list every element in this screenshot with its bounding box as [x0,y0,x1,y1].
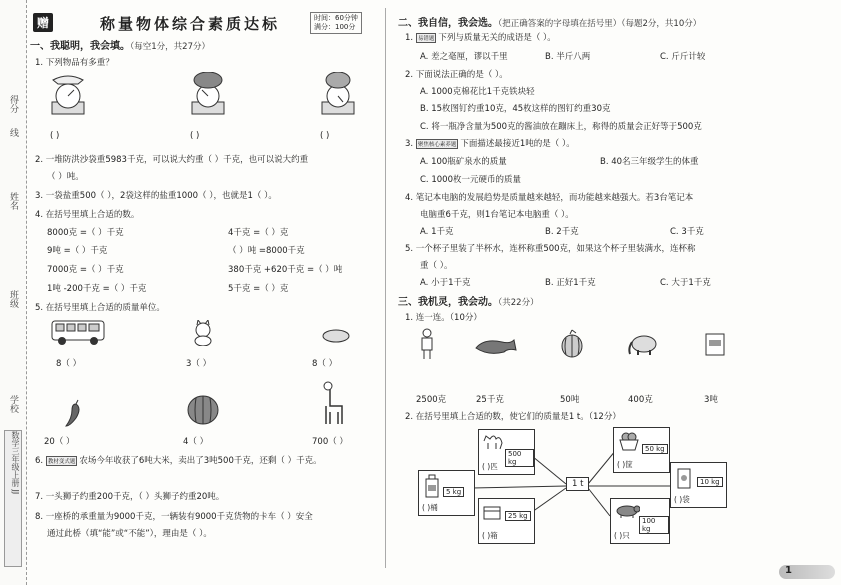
q5-item: 4（ ） [183,437,209,447]
s2-q2: 2. 下面说法正确的是（ ）。 [405,70,508,80]
page-number: 1 [779,565,835,579]
s1-q3: 3. 一袋盐重500（ ），2袋这样的盐重1000（ ），也就是1（ ）。 [35,191,277,201]
s2-q1: 1. 易错题 下列与质量无关的成语是（ ）。 [405,33,556,43]
school-label: 学校 [8,395,18,413]
oil-bottle-answer[interactable]: ( )桶 [422,503,438,512]
s2-q5-opt-c[interactable]: C. 大于1千克 [660,278,711,288]
tiger-icon [614,503,640,519]
s2-q1-opt-a[interactable]: A. 差之毫厘，谬以千里 [420,52,508,62]
camel-icon [482,433,504,451]
s1-q2-line2: （ ）吨。 [47,172,84,182]
s2-q1-opt-c[interactable]: C. 斤斤计较 [660,52,706,62]
weight-option[interactable]: 50吨 [560,395,580,405]
scale-icon [48,72,88,116]
s2-q5-line1: 5. 一个杯子里装了半杯水，连杯称重500克，如果这个杯子里装满水，连杯称 [405,244,696,254]
s1-q8-line1: 8. 一座桥的承重量为9000千克，一辆装有9000千克货物的卡车（ ）安全 [35,512,313,522]
q5-item: 20（ ） [44,437,75,447]
s1-q1: 1. 下列物品有多重？ [35,58,114,68]
q4-item: 380千克 +620千克 =（ ）吨 [228,265,343,275]
s1-q6: 6. 教材变式题 农场今年收获了6吨大米，卖出了3吨500千克，还剩（ ）千克。 [35,456,322,466]
s1-q8-line2: 通过此桥（填“能”或“不能”），理由是（ ）。 [47,529,212,539]
oil-bottle-weight: 5 kg [443,487,464,497]
q3-tag: 聚焦核心素养题 [416,139,459,149]
pepper-icon [62,398,84,428]
q5-item: 700（ ） [312,437,348,447]
q4-item: 1吨 -200千克 =（ ）千克 [47,284,147,294]
book-label: 数学三年级上册 JJ [4,430,22,567]
s1-q7: 7. 一头狮子约重200千克，（ ）头狮子约重20吨。 [35,492,225,502]
weight-option[interactable]: 2500克 [416,395,447,405]
target-weight: 1 t [566,477,589,491]
camel-card [478,429,535,475]
score-label: 得分 [8,95,18,113]
section2-heading: 二、我自信，我会选。（把正确答案的字母填在括号里）（每题2分，共10分） [398,18,702,29]
tiger-weight: 100 kg [639,516,669,534]
weight-option[interactable]: 400克 [628,395,653,405]
scale-with-watermelon-icon [188,72,228,116]
s2-q4-opt-b[interactable]: B. 2千克 [545,227,579,237]
s2-q3-opt-a[interactable]: A. 100瓶矿泉水的质量 [420,157,507,167]
flour-bag-icon [704,330,726,356]
q5-item: 3（ ） [186,359,212,369]
scale-with-melon-icon [318,72,358,116]
s2-q3: 3. 聚焦核心素养题 下面描述最接近1吨的是（ ）。 [405,139,575,149]
full-score: 满分：100分 [314,23,356,31]
q4-item: 8000克 =（ ）千克 [47,228,124,238]
giraffe-icon [316,380,346,426]
s2-q4-opt-a[interactable]: A. 1千克 [420,227,454,237]
basket-card [613,427,670,473]
melon-icon [560,328,584,358]
section1-heading: 一、我聪明，我会填。（每空1分，共27分） [30,41,210,52]
s2-q3-opt-b[interactable]: B. 40名三年级学生的体重 [600,157,699,167]
q5-item: 8（ ） [56,359,82,369]
q4-item: 4千克 =（ ）克 [228,228,289,238]
jar-icon [676,467,692,489]
elephant-icon [628,332,660,356]
binding-strip [0,0,27,585]
s1-q4: 4. 在括号里填上合适的数。 [35,210,140,220]
s2-q2-opt-c[interactable]: C. 将一瓶净含量为500克的酱油放在蹦床上，称得的质量会正好等于500克 [420,122,702,132]
camel-answer[interactable]: ( )匹 [482,462,498,471]
page-title: 称量物体综合素质达标 [100,15,281,33]
exam-meta [310,12,362,34]
crate-icon [483,506,501,520]
s2-q4-opt-c[interactable]: C. 3千克 [670,227,704,237]
q5-item: 8（ ） [312,359,338,369]
name-label: 姓名 [8,192,18,210]
q4-item: 7000克 =（ ）千克 [47,265,124,275]
s2-q5-opt-a[interactable]: A. 小于1千克 [420,278,471,288]
column-divider [385,8,386,568]
time-limit: 时间：60分钟 [314,14,358,22]
fold-label: 线 [8,128,18,137]
weight-option[interactable]: 3吨 [704,395,718,405]
q1-blank-3[interactable]: ( ) [320,131,330,141]
s2-q2-opt-b[interactable]: B. 15枚图钉约重10克，45枚这样的图钉约重30克 [420,104,611,114]
q1-blank-1[interactable]: ( ) [50,131,60,141]
watermelon-icon [186,390,220,426]
q4-item: （ ）吨 =8000千克 [228,246,305,256]
q1-blank-2[interactable]: ( ) [190,131,200,141]
s2-q4-line1: 4. 笔记本电脑的发展趋势是质量越来越轻，而功能越来越强大。若3台笔记本 [405,193,694,203]
q4-item: 9吨 =（ ）千克 [47,246,108,256]
s1-q5: 5. 在括号里填上合适的质量单位。 [35,303,165,313]
crate-card [478,498,535,544]
section3-heading: 三、我机灵，我会动。（共22分） [398,297,539,308]
s2-q5-opt-b[interactable]: B. 正好1千克 [545,278,596,288]
person-icon [418,328,436,360]
q6-tag: 教材变式题 [46,456,78,466]
camel-weight: 500 kg [505,449,534,467]
basket-answer[interactable]: ( )筐 [617,460,633,469]
basket-icon [618,431,640,451]
weight-option[interactable]: 25千克 [476,395,504,405]
crate-answer[interactable]: ( )箱 [482,531,498,540]
s1-q2-line1: 2. 一堆防洪沙袋重5983千克，可以说大约重（ ）千克，也可以说大约重 [35,155,309,165]
q1-tag: 易错题 [416,33,437,43]
s2-q2-opt-a[interactable]: A. 1000克棉花比1千克铁块轻 [420,87,535,97]
soap-icon [322,328,350,344]
header-badge: 赠 [33,12,53,32]
tiger-card [610,498,670,544]
s3-q1: 1. 连一连。（10分） [405,313,482,323]
whale-icon [474,336,518,356]
cat-icon [190,320,216,346]
oil-bottle-icon [425,474,439,498]
jar-answer[interactable]: ( )袋 [674,495,690,504]
s2-q4-line2: 电脑重6千克，则1台笔记本电脑重（ ）。 [420,210,574,220]
s2-q1-opt-b[interactable]: B. 半斤八两 [545,52,591,62]
jar-weight: 10 kg [697,477,723,487]
crate-weight: 25 kg [505,511,531,521]
s2-q3-opt-c[interactable]: C. 1000枚一元硬币的质量 [420,175,521,185]
bus-icon [50,318,106,346]
jar-card [670,462,727,508]
tiger-answer[interactable]: ( )只 [614,531,630,540]
q4-item: 5千克 =（ ）克 [228,284,289,294]
s3-q2: 2. 在括号里填上合适的数，使它们的质量是1 t。（12分） [405,412,621,422]
oil-bottle-card [418,470,475,516]
s2-q5-line2: 重（ ）。 [420,261,453,271]
class-label: 班级 [8,290,18,308]
basket-weight: 50 kg [642,444,668,454]
